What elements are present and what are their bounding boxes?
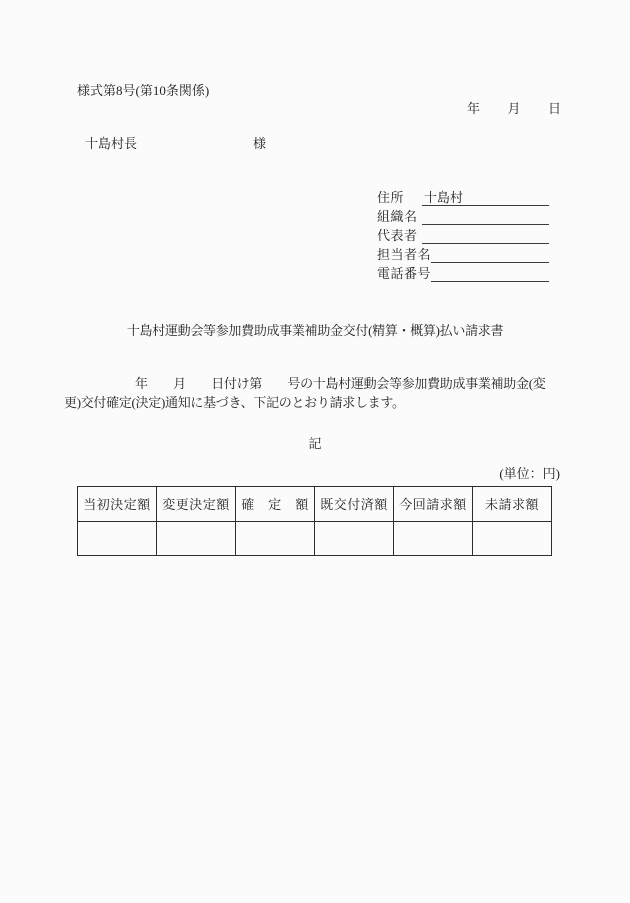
phone-field[interactable] [431, 263, 549, 282]
unit-note: (単位：円) [499, 466, 560, 481]
addressee-honorific: 様 [253, 136, 267, 151]
header-current-claim: 今回請求額 [394, 487, 473, 522]
applicant-row-address [377, 187, 549, 206]
cell-initial-amount[interactable] [78, 522, 157, 556]
amount-table-body [78, 522, 552, 556]
ki-marker: 記 [308, 436, 322, 451]
header-unclaimed: 未請求額 [473, 487, 552, 522]
representative-label: 代表者 [377, 228, 418, 243]
phone-label: 電話番号 [377, 266, 432, 281]
cell-paid-amount[interactable] [315, 522, 394, 556]
organization-label: 組織名 [377, 209, 418, 224]
address-value: 十島村 [424, 190, 464, 205]
header-initial-amount: 当初決定額 [78, 487, 157, 522]
address-label: 住所 [377, 190, 405, 205]
header-changed-amount: 変更決定額 [157, 487, 236, 522]
date-line: 年 月 日 [467, 101, 562, 116]
address-field[interactable] [422, 187, 549, 206]
amount-table-header [78, 487, 552, 522]
applicant-row-representative [377, 225, 549, 244]
applicant-row-phone [377, 263, 549, 282]
amount-table [77, 486, 552, 556]
form-number: 様式第8号(第10条関係) [77, 83, 210, 98]
header-paid-amount: 既交付済額 [315, 487, 394, 522]
organization-field[interactable] [422, 206, 549, 225]
header-fixed-amount: 確 定 額 [236, 487, 315, 522]
body-line-2: 更)交付確定(決定)通知に基づき、下記のとおり請求します。 [64, 395, 405, 410]
body-line-1: 年 月 日付け第 号の十島村運動会等参加費助成事業補助金(変 [135, 376, 546, 391]
contact-person-field[interactable] [431, 244, 549, 263]
addressee-name: 十島村長 [85, 136, 138, 151]
applicant-row-contact-person [377, 244, 549, 263]
contact-person-label: 担当者名 [377, 247, 432, 262]
cell-changed-amount[interactable] [157, 522, 236, 556]
amount-table-value-row [78, 522, 552, 556]
amount-table-header-row [78, 487, 552, 522]
addressee-line [85, 137, 266, 150]
applicant-row-organization [377, 206, 549, 225]
representative-field[interactable] [422, 225, 549, 244]
document-title: 十島村運動会等参加費助成事業補助金交付(精算・概算)払い請求書 [126, 323, 504, 338]
cell-fixed-amount[interactable] [236, 522, 315, 556]
applicant-block [377, 187, 549, 282]
cell-current-claim[interactable] [394, 522, 473, 556]
cell-unclaimed[interactable] [473, 522, 552, 556]
